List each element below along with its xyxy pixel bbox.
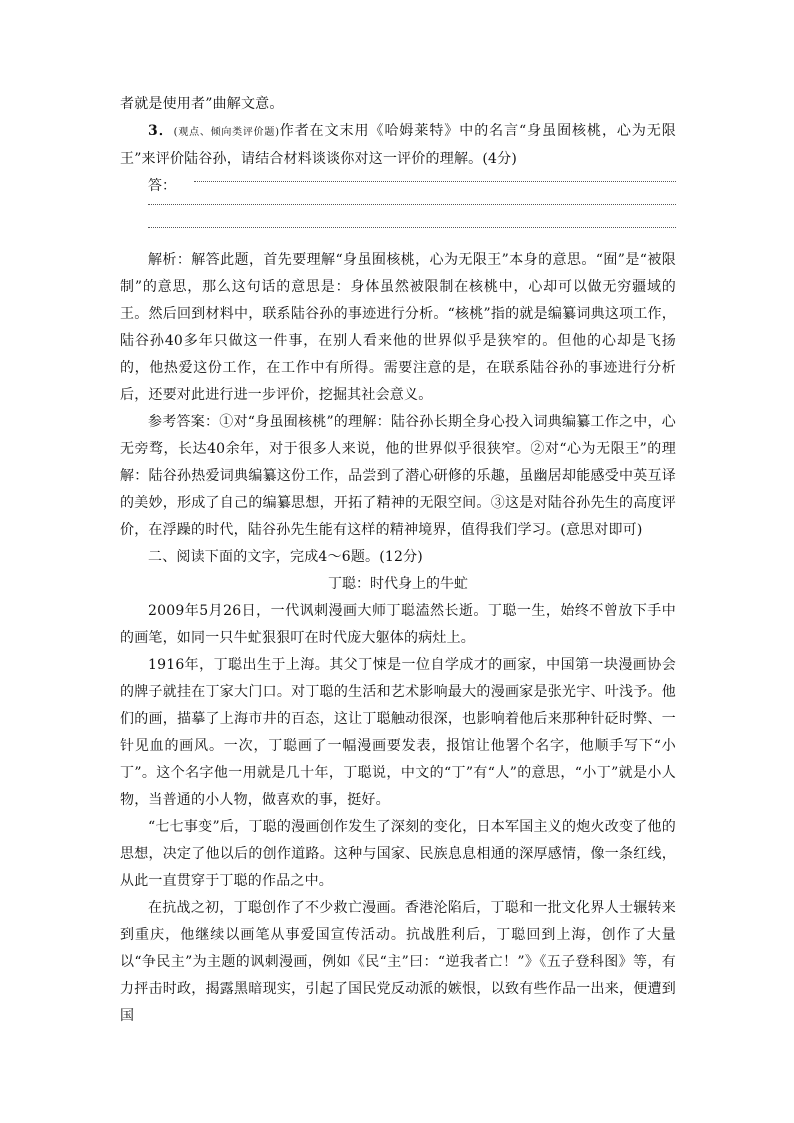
article-paragraph: 1916年，丁聪出生于上海。其父丁悚是一位自学成才的画家，中国第一块漫画协会的牌子就挂在丁家大门口。对丁聪的生活和艺术影响最大的漫画家是张光宇、叶浅予。他们的画，描摹了上海市井的百态，这让丁聪触动很深，也影响着他后来那种针砭时弊、一针见血的画风。一次，丁聪画了一幅漫画要发表，报馆让他署个名字，他顺手写下“小丁”。这个名字他一用就是几十年，丁聪说，中文的“丁”有“人”的意思，“小丁”就是小人物，当普通的小人物，做喜欢的事，挺好。 — [120, 657, 676, 808]
answer-dotted-line[interactable] — [148, 204, 676, 205]
question-number: 3． — [148, 123, 174, 139]
article-paragraph: “七七事变”后，丁聪的漫画创作发生了深刻的变化，日本军国主义的炮火改变了他的思想，决定了他以后的创作道路。这种与国家、民族息息相通的深厚感情，像一条红线，从此一直贯穿于丁聪的作品之中。 — [120, 819, 676, 889]
section-heading: 二、阅读下面的文字，完成4～6题。(12分) — [148, 549, 423, 565]
article-paragraph: 2009年5月26日，一代讽刺漫画大师丁聪溘然长逝。丁聪一生，始终不曾放下手中的画笔，如同一只牛虻狠狠叮在时代庞大躯体的病灶上。 — [120, 603, 676, 646]
article-paragraph: 在抗战之初，丁聪创作了不少救亡漫画。香港沦陷后，丁聪和一批文化界人士辗转来到重庆，他继续以画笔从事爱国宣传活动。抗战胜利后，丁聪回到上海，创作了大量以“争民主”为主题的讽刺漫画，例如《民“主”曰：“逆我者亡！”》《五子登科图》等，有力抨击时政，揭露黑暗现实，引起了国民党反动派的嫉恨，以致有些作品一出来，便遭到国 — [120, 900, 676, 1024]
answer-line-3 — [120, 227, 676, 247]
answer-label: 答： — [148, 178, 176, 194]
document-page — [120, 91, 676, 1030]
q2-tail-text: 者就是使用者”曲解文意。 — [120, 96, 284, 112]
reference-answer-paragraph: 参考答案：①对“身虽囿核桃”的理解：陆谷孙长期全身心投入词典编纂工作之中，心无旁骛，长达40余年，对于很多人来说，他的世界似乎很狭窄。②对“心为无限王”的理解：陆谷孙热爱词典编纂这份工作，品尝到了潜心研修的乐趣，虽幽居却能感受中英互译的美妙，形成了自己的编纂思想，开拓了精神的无限空间。③这是对陆谷孙先生的高度评价，在浮躁的时代，陆谷孙先生能有这样的精神境界，值得我们学习。(意思对即可) — [120, 414, 676, 538]
question-text: 作者在文末用《哈姆莱特》中的名言“身虽囿核桃，心为无限王”来评价陆谷孙，请结合材料谈谈你对这一评价的理解。(4分) — [120, 123, 676, 167]
analysis-paragraph: 解析：解答此题，首先要理解“身虽囿核桃，心为无限王”本身的意思。“囿”是“被限制”的意思，那么这句话的意思是：身体虽然被限制在核桃中，心却可以做无穷疆域的王。然后回到材料中，联系陆谷孙的事迹进行分析。“核桃”指的就是编纂词典这项工作，陆谷孙40多年只做这一件事，在别人看来他的世界似乎是狭窄的。但他的心却是飞扬的，他热爱这份工作，在工作中有所得。需要注意的是，在联系陆谷孙的事迹进行分析后，还要对此进行进一步评价，挖掘其社会意义。 — [120, 252, 676, 403]
article-title: 丁聪：时代身上的牛虻 — [328, 576, 468, 592]
answer-dotted-line[interactable] — [148, 227, 676, 228]
answer-line-2 — [120, 200, 676, 227]
answer-line-1 — [120, 173, 676, 200]
question-type-tag: (观点、倾向类评价题) — [173, 127, 280, 138]
answer-dotted-line[interactable] — [194, 181, 676, 182]
question-3 — [120, 118, 676, 173]
